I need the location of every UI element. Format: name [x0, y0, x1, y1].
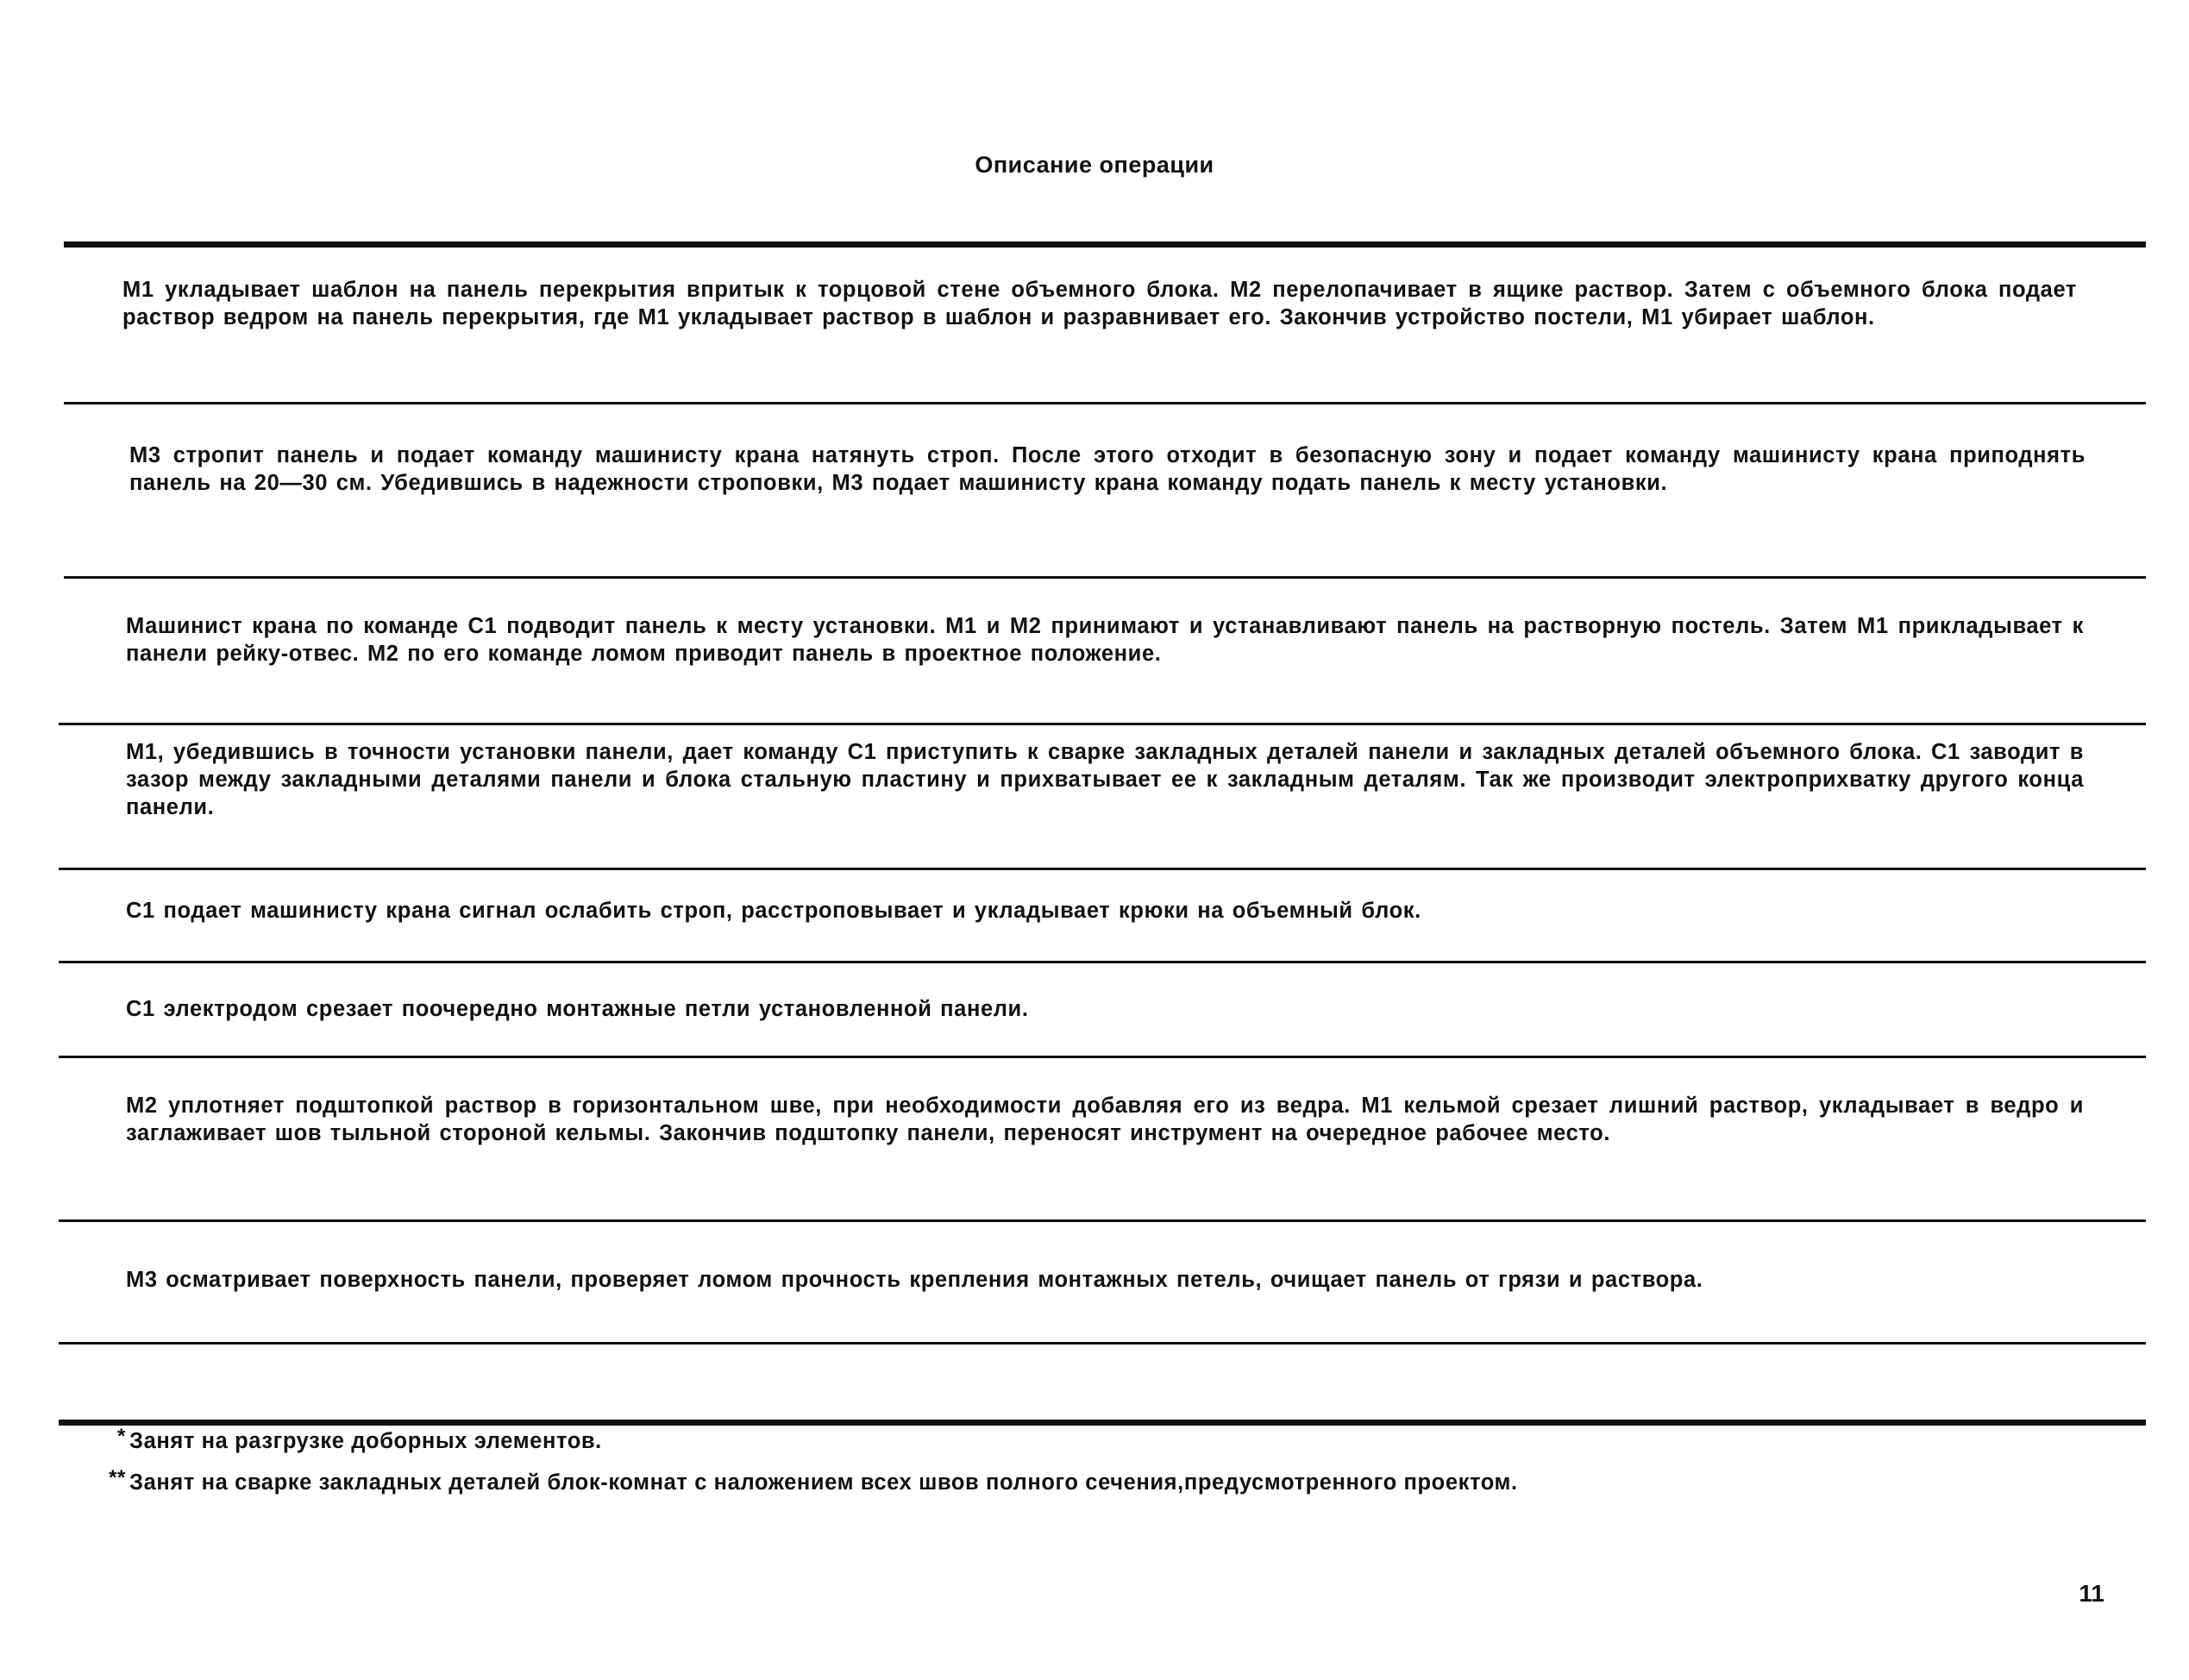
operation-2: М3 стропит панель и подает команду машинисту крана натянуть строп. После этого отходит в безопасную зону и подает команду машинисту крана приподнять панель на 20—30 см. Убедившись в надежности строповки, М3 подает машинисту крана команду подать панель к месту установки.	[129, 443, 2086, 495]
operation-7: М2 уплотняет подштопкой раствор в горизонтальном шве, при необходимости добавляя его из ведра. М1 кельмой срезает лишний раствор, укладывает в ведро и заглаживает шов тыльной стороной кельмы. Закончив подштопку панели, переносят инструмент на очередное рабочее место.	[126, 1094, 2084, 1145]
divider	[64, 576, 2146, 579]
footnote-text: Занят на сварке закладных деталей блок-комнат с наложением всех швов полного сечения,предусмотренного проектом.	[129, 1470, 1518, 1495]
footnote-mark: **	[109, 1466, 126, 1489]
page-number: 11	[2079, 1580, 2104, 1607]
operation-1: М1 укладывает шаблон на панель перекрытия впритык к торцовой стене объемного блока. М2 перелопачивает в ящике раствор. Затем с объемного блока подает раствор ведром на панель перекрытия, где М1 укладывает раствор в шаблон и разравнивает его. Закончив устройство постели, М1 убирает шаблон.	[122, 278, 2077, 329]
divider	[59, 1342, 2146, 1345]
column-heading: Описание операции	[975, 152, 1214, 178]
operation-6: С1 электродом срезает поочередно монтажные петли установленной панели.	[126, 997, 1029, 1021]
footnote-mark: *	[117, 1425, 126, 1448]
divider	[59, 723, 2146, 725]
footnote-2	[86, 1466, 1518, 1495]
divider	[59, 1056, 2146, 1058]
divider	[59, 868, 2146, 870]
divider	[64, 402, 2146, 404]
footnote-text: Занят на разгрузке доборных элементов.	[129, 1429, 602, 1453]
divider	[59, 1219, 2146, 1222]
footnote-1	[86, 1425, 602, 1454]
operation-8: М3 осматривает поверхность панели, проверяет ломом прочность крепления монтажных петель, очищает панель от грязи и раствора.	[126, 1268, 1703, 1292]
header-rule	[64, 241, 2146, 248]
operation-5: С1 подает машинисту крана сигнал ослабить строп, расстроповывает и укладывает крюки на объемный блок.	[126, 899, 1421, 923]
operation-3: Машинист крана по команде С1 подводит панель к месту установки. М1 и М2 принимают и устанавливают панель на растворную постель. Затем М1 прикладывает к панели рейку-отвес. М2 по его команде ломом приводит панель в проектное положение.	[126, 614, 2084, 666]
operation-4: М1, убедившись в точности установки панели, дает команду С1 приступить к сварке закладных деталей панели и закладных деталей объемного блока. С1 заводит в зазор между закладными деталями панели и блока стальную пластину и прихватывает ее к закладным деталям. Так же производит электроприхватку другого конца панели.	[126, 740, 2084, 819]
divider	[59, 961, 2146, 963]
